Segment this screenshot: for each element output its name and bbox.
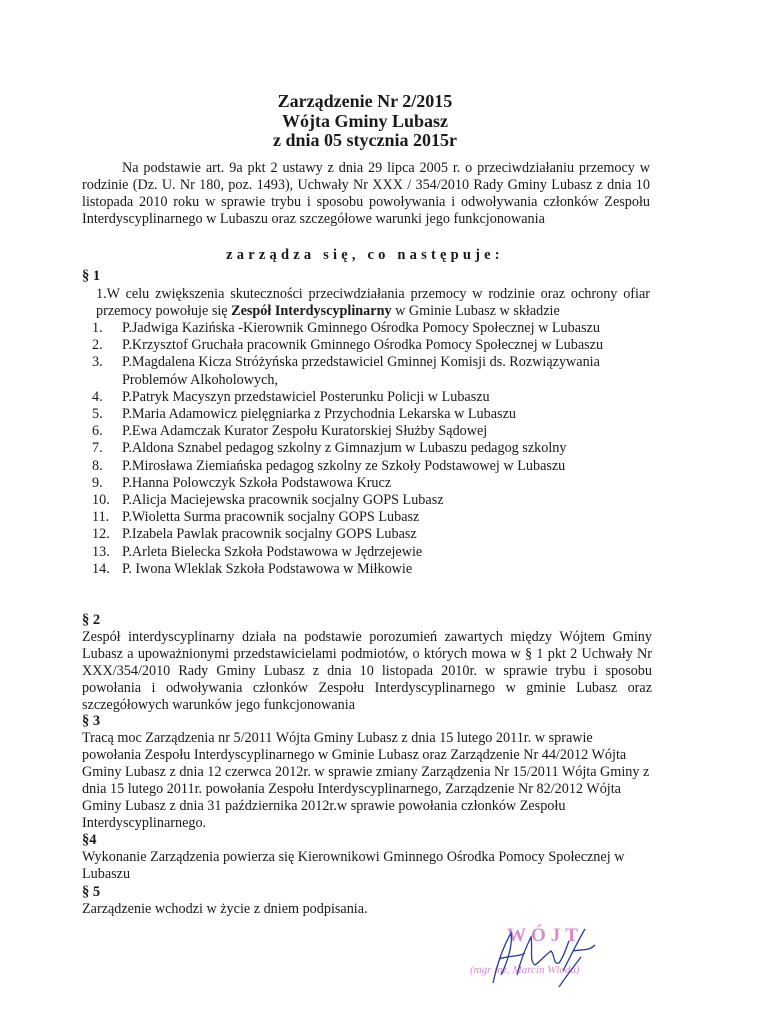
member-text: P.Magdalena Kicza Stróżyńska przedstawiciel Gminnej Komisji ds. Rozwiązywania Problemów Alkoholowych, <box>122 354 600 388</box>
section-4-text: Wykonanie Zarządzenia powierza się Kierownikowi Gminnego Ośrodka Pomocy Społecznej w Lubaszu <box>82 849 625 882</box>
member-list-item <box>92 423 652 440</box>
member-text: P.Mirosława Ziemiańska pedagog szkolny ze Szkoły Podstawowej w Lubaszu <box>122 457 566 474</box>
member-number: 7. <box>92 440 103 457</box>
section-2-text: Zespół interdyscyplinarny działa na podstawie porozumień zawartych między Wójtem Gminy Lubasz a upoważnionymi przedstawicielami podmiotów, o których mowa w § 1 pkt 2 Uchwały Nr XXX/354/2010 Rady Gminy Lubasz z dnia 10 listopada 2010r. w sprawie trybu i sposobu powołania i odwoływania członków Zespołu Interdyscyplinarnego w gminie Lubasz oraz szczegółowych warunków jego funkcjonowania <box>82 629 652 713</box>
section-4-heading: §4 <box>82 832 97 848</box>
member-number: 2. <box>92 337 103 354</box>
member-number: 3. <box>92 354 103 371</box>
member-number: 14. <box>92 560 110 577</box>
member-list-item <box>92 458 652 475</box>
member-list-item <box>92 320 652 337</box>
member-text: P.Jadwiga Kazińska -Kierownik Gminnego Ośrodka Pomocy Społecznej w Lubaszu <box>122 320 600 336</box>
member-text: P.Wioletta Surma pracownik socjalny GOPS Lubasz <box>122 509 420 526</box>
member-text: P.Krzysztof Gruchała pracownik Gminnego Ośrodka Pomocy Społecznej w Lubaszu <box>122 337 604 354</box>
section-2-heading: § 2 <box>82 612 101 628</box>
member-list-item <box>92 406 652 423</box>
member-list-item <box>92 509 652 526</box>
member-number: 11. <box>92 509 110 526</box>
member-list-item <box>92 354 652 388</box>
section-1-paragraph <box>96 286 650 320</box>
member-number: 10. <box>92 492 110 509</box>
section-1-text-before: 1.W celu zwiększenia skuteczności przeciwdziałania przemocy w rodzinie oraz ochrony ofiar przemocy powołuje się <box>96 286 650 319</box>
member-list-item <box>92 475 652 492</box>
member-number: 4. <box>92 388 103 405</box>
member-number: 6. <box>92 423 103 440</box>
section-2 <box>82 612 652 714</box>
member-list-item <box>92 492 652 509</box>
section-5-text: Zarządzenie wchodzi w życie z dniem podpisania. <box>82 901 368 917</box>
member-list-item <box>92 440 652 457</box>
section-3-text: Tracą moc Zarządzenia nr 5/2011 Wójta Gminy Lubasz z dnia 15 lutego 2011r. w sprawie powołania Zespołu Interdyscyplinarnego w Gminie Lubasz oraz Zarządzenie Nr 44/2012 Wójta Gminy Lubasz z dnia 12 czerwca 2012r. w sprawie zmiany Zarządzenia Nr 15/2011 Wójta Gminy z dnia 15 lutego 2011r. powołania Zespołu Interdyscyplinarnego, Zarządzenie Nr 82/2012 Wójta Gminy Lubasz z dnia 31 października 2012r.w sprawie powołania członków Zespołu Interdyscyplinarnego. <box>82 730 650 831</box>
stamp-name: (mgr inż. Marcin Wloda) <box>470 964 580 976</box>
section-3-heading: § 3 <box>82 713 101 729</box>
member-list <box>92 320 652 578</box>
member-text: P.Alicja Maciejewska pracownik socjalny GOPS Lubasz <box>122 492 444 509</box>
section-4 <box>82 832 652 883</box>
document-title-line-2: Wójta Gminy Lubasz <box>281 111 449 131</box>
member-number: 9. <box>92 474 103 491</box>
member-text: P. Iwona Wleklak Szkoła Podstawowa w Miłkowie <box>122 560 413 577</box>
member-text: P.Ewa Adamczak Kurator Zespołu Kuratorskiej Służby Sądowej <box>122 423 488 440</box>
stamp-title: WÓJT <box>507 925 583 946</box>
member-text: P.Izabela Pawlak pracownik socjalny GOPS Lubasz <box>122 526 417 543</box>
document-title-line-1: Zarządzenie Nr 2/2015 <box>277 91 453 111</box>
section-3 <box>82 713 652 832</box>
document-title-line-3: z dnia 05 stycznia 2015r <box>273 130 457 150</box>
section-5-heading: § 5 <box>82 884 101 900</box>
member-number: 8. <box>92 457 103 474</box>
member-number: 5. <box>92 406 103 423</box>
member-list-item <box>92 337 652 354</box>
member-list-item <box>92 389 652 406</box>
decree-phrase: zarządza się, co następuje: <box>226 247 504 263</box>
member-list-item <box>92 561 652 578</box>
member-text: P.Patryk Macyszyn przedstawiciel Posterunku Policji w Lubaszu <box>122 388 490 405</box>
member-text: P.Hanna Polowczyk Szkoła Podstawowa Krucz <box>122 474 392 491</box>
team-name: Zespół Interdyscyplinarny <box>231 303 392 319</box>
section-5 <box>82 884 652 918</box>
legal-basis-text: Na podstawie art. 9a pkt 2 ustawy z dnia 29 lipca 2005 r. o przeciwdziałaniu przemocy w rodzinie (Dz. U. Nr 180, poz. 1493), Uchwały Nr XXX / 354/2010 Rady Gminy Lubasz z dnia 10 listopada 2010 roku w sprawie trybu i sposobu powoływania i odwoływania członków Zespołu Interdyscyplinarnego w Lubaszu oraz szczegółowe warunki jego funkcjonowania <box>82 160 650 227</box>
member-number: 13. <box>92 543 110 560</box>
member-text: P.Aldona Sznabel pedagog szkolny z Gimnazjum w Lubaszu pedagog szkolny <box>122 440 567 457</box>
member-text: P.Arleta Bielecka Szkoła Podstawowa w Jędrzejewie <box>122 543 423 560</box>
section-1-heading: § 1 <box>82 268 101 284</box>
member-list-item <box>92 526 652 543</box>
member-text: P.Maria Adamowicz pielęgniarka z Przychodnia Lekarska w Lubaszu <box>122 406 516 423</box>
section-1-text-after: w Gminie Lubasz w składzie <box>391 303 560 319</box>
member-number: 12. <box>92 526 110 543</box>
member-list-item <box>92 544 652 561</box>
member-number: 1. <box>92 320 103 336</box>
official-stamp-signature <box>455 915 645 990</box>
legal-basis-paragraph <box>82 160 650 228</box>
